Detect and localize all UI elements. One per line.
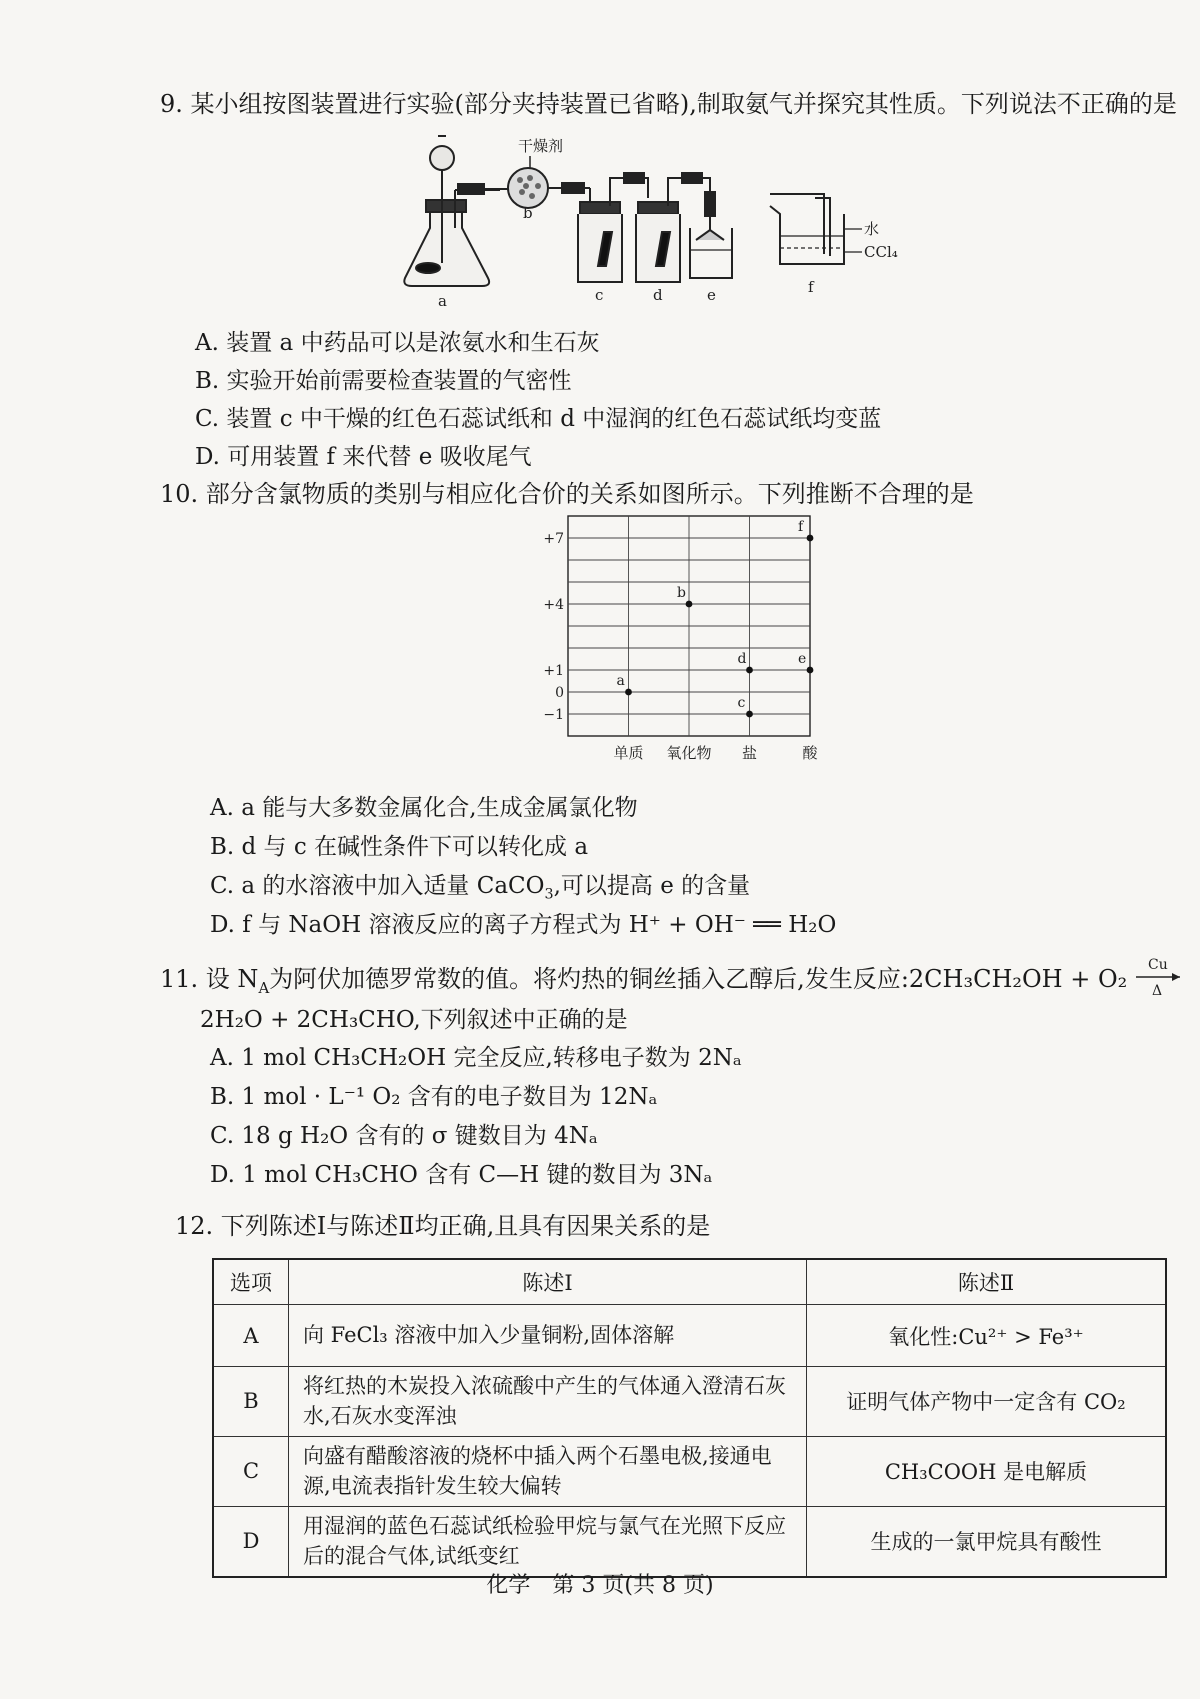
y-tick-label: +1: [543, 663, 564, 679]
arrow-catalyst-label: Cu: [1148, 957, 1168, 973]
row-statement-2: 生成的一氯甲烷具有酸性: [807, 1506, 1167, 1576]
header-option: 选项: [213, 1259, 289, 1305]
q9-stem: 9. 某小组按图装置进行实验(部分夹持装置已省略),制取氨气并探究其性质。下列说法不正确的是: [160, 90, 1177, 118]
q11-option-b: B. 1 mol · L⁻¹ O₂ 含有的电子数目为 12Nₐ: [210, 1084, 658, 1110]
data-label-a: a: [616, 673, 625, 689]
q9-option-c: C. 装置 c 中干燥的红色石蕊试纸和 d 中湿润的红色石蕊试纸均变蓝: [195, 406, 882, 432]
header-statement-1: 陈述Ⅰ: [289, 1259, 807, 1305]
table-header-row: [213, 1259, 1166, 1305]
x-category-label: 单质: [613, 744, 644, 762]
table-row: [213, 1305, 1166, 1367]
q11-option-d: D. 1 mol CH₃CHO 含有 C—H 键的数目为 3Nₐ: [210, 1162, 713, 1188]
q10-stem: 10. 部分含氯物质的类别与相应化合价的关系如图所示。下列推断不合理的是: [160, 480, 974, 508]
x-category-label: 盐: [741, 744, 758, 762]
arrow-heat-label: Δ: [1152, 983, 1163, 999]
label-ccl4: CCl₄: [864, 243, 898, 261]
y-tick-label: 0: [555, 685, 564, 701]
beaker-f: [770, 194, 844, 264]
row-option: C: [213, 1436, 289, 1506]
beaker-e: [690, 192, 732, 278]
q9-option-d: D. 可用装置 f 来代替 e 吸收尾气: [195, 444, 532, 470]
drying-tube-b: [458, 168, 590, 208]
data-label-d: d: [737, 651, 747, 667]
table-row: [213, 1506, 1166, 1576]
reaction-arrow: [1132, 955, 1188, 1001]
data-label-e: e: [798, 651, 807, 667]
header-statement-2: 陈述Ⅱ: [807, 1259, 1167, 1305]
label-b: b: [523, 204, 533, 222]
table-row: [213, 1367, 1166, 1437]
data-label-c: c: [737, 695, 746, 711]
q9-option-a: A. 装置 a 中药品可以是浓氨水和生石灰: [195, 330, 600, 356]
q12-table: [212, 1258, 1167, 1578]
row-statement-2: 氧化性:Cu²⁺ > Fe³⁺: [807, 1305, 1167, 1367]
row-statement-1: 向盛有醋酸溶液的烧杯中插入两个石墨电极,接通电源,电流表指针发生较大偏转: [289, 1436, 807, 1506]
q11-option-c: C. 18 g H₂O 含有的 σ 键数目为 4Nₐ: [210, 1123, 598, 1149]
q10-option-b: B. d 与 c 在碱性条件下可以转化成 a: [210, 834, 589, 860]
y-tick-label: −1: [543, 707, 564, 723]
row-statement-2: CH₃COOH 是电解质: [807, 1436, 1167, 1506]
row-statement-1: 将红热的木炭投入浓硫酸中产生的气体通入澄清石灰水,石灰水变浑浊: [289, 1367, 807, 1437]
q9-option-b: B. 实验开始前需要检查装置的气密性: [195, 368, 572, 394]
label-a: a: [438, 292, 447, 308]
q10-option-c: C. a 的水溶液中加入适量 CaCO$_3$,可以提高 e 的含量: [210, 873, 751, 903]
row-option: B: [213, 1367, 289, 1437]
page-footer: 化学 第 3 页(共 8 页): [486, 1573, 714, 1598]
q11-stem-line2: 2H₂O + 2CH₃CHO,下列叙述中正确的是: [200, 1007, 628, 1033]
data-label-b: b: [677, 585, 686, 601]
data-point-e: [807, 667, 814, 674]
table-row: [213, 1436, 1166, 1506]
row-statement-1: 用湿润的蓝色石蕊试纸检验甲烷与氯气在光照下反应后的混合气体,试纸变红: [289, 1506, 807, 1576]
row-option: A: [213, 1305, 289, 1367]
label-water: 水: [864, 220, 880, 238]
label-f: f: [808, 278, 814, 296]
data-point-f: [807, 535, 814, 542]
x-category-label: 酸: [802, 744, 818, 762]
label-c: c: [595, 286, 604, 304]
flask-a: [404, 136, 500, 286]
row-option: D: [213, 1506, 289, 1576]
q10-option-d: D. f 与 NaOH 溶液反应的离子方程式为 H⁺ + OH⁻ ══ H₂O: [210, 912, 837, 938]
chlorine-valence-chart: [520, 510, 880, 780]
q9-apparatus-diagram: [400, 128, 920, 308]
row-statement-2: 证明气体产物中一定含有 CO₂: [807, 1367, 1167, 1437]
data-label-f: f: [798, 519, 804, 535]
q11-stem-line1: 11. 设 $N_A$为阿伏加德罗常数的值。将灼热的铜丝插入乙醇后,发生反应:2CH₃CH₂OH + O₂: [160, 965, 1128, 997]
x-category-label: 氧化物: [666, 744, 712, 762]
q12-stem: 12. 下列陈述Ⅰ与陈述Ⅱ均正确,且具有因果关系的是: [175, 1212, 711, 1240]
data-point-b: [686, 601, 693, 608]
data-point-d: [746, 667, 753, 674]
label-e: e: [707, 286, 716, 304]
data-point-c: [746, 711, 753, 718]
y-tick-label: +4: [543, 597, 564, 613]
q11-option-a: A. 1 mol CH₃CH₂OH 完全反应,转移电子数为 2Nₐ: [210, 1045, 742, 1071]
data-point-a: [625, 689, 632, 696]
label-d: d: [653, 286, 663, 304]
q10-option-a: A. a 能与大多数金属化合,生成金属氯化物: [210, 795, 638, 821]
row-statement-1: 向 FeCl₃ 溶液中加入少量铜粉,固体溶解: [289, 1305, 807, 1367]
label-desiccant: 干燥剂: [518, 137, 564, 155]
y-tick-label: +7: [543, 531, 564, 547]
